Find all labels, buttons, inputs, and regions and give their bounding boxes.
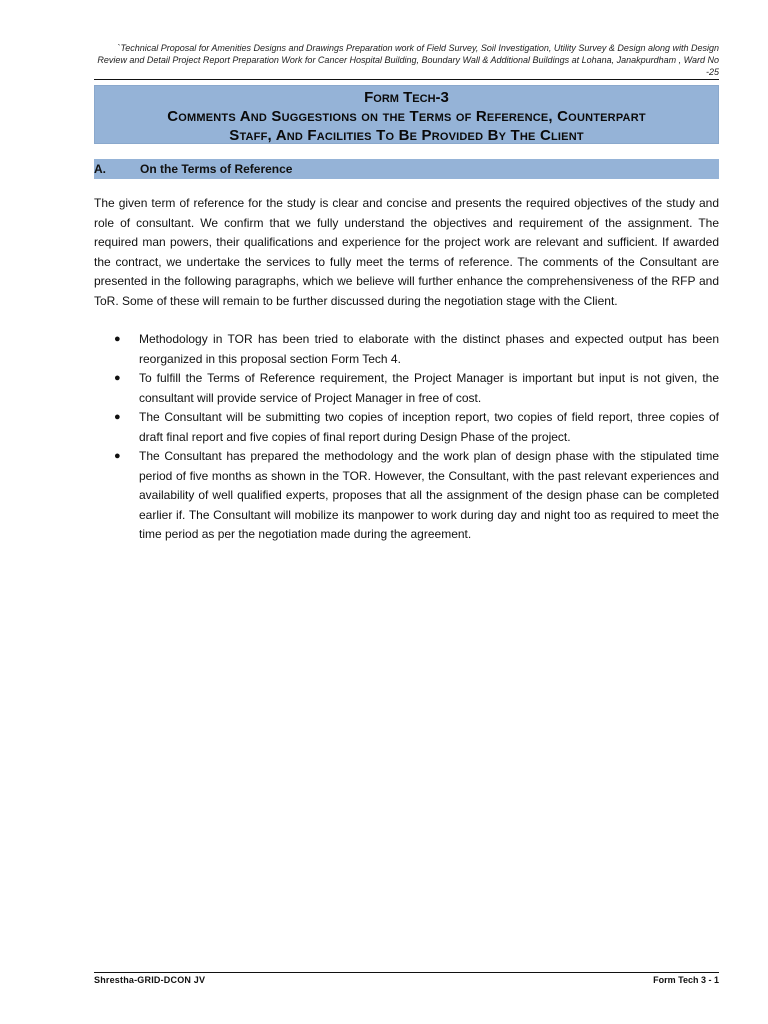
- title-box: [94, 85, 719, 144]
- form-subtitle-line-2: Staff, And Facilities To Be Provided By The Client: [229, 127, 584, 144]
- list-item: [94, 408, 719, 447]
- intro-paragraph: The given term of reference for the study is clear and concise and presents the required objectives of the study and role of consultant. We confirm that we fully understand the objectives and requirement of the assignment. The required man powers, their qualifications and experience for the project work are relevant and sufficient. If awarded the contract, we undertake the services to fully meet the terms of reference. The comments of the Consultant are presented in the following paragraphs, which we believe will further enhance the comprehensiveness of the RFP and ToR. Some of these will remain to be further discussed during the negotiation stage with the Client.: [94, 196, 719, 308]
- comment-list: [94, 330, 719, 545]
- bullet-icon: ●: [114, 372, 121, 384]
- section-number: A.: [94, 162, 106, 176]
- list-item: [94, 447, 719, 545]
- list-item-text: To fulfill the Terms of Reference requirement, the Project Manager is important but input is not given, the consultant will provide service of Project Manager in free of cost.: [139, 371, 719, 405]
- bullet-icon: ●: [114, 411, 121, 423]
- form-subtitle-line-1: Comments And Suggestions on the Terms of Reference, Counterpart: [167, 108, 646, 125]
- running-header: `Technical Proposal for Amenities Designs and Drawings Preparation work of Field Survey, Soil Investigation, Utility Survey & Design along with Design Review and Detail Project Report Preparation Work for Cancer Hospital Building, Boundary Wall & Additional Buildings at Lohana, Janakpurdham , Ward No -25: [97, 43, 719, 77]
- form-title: Form Tech-3: [364, 89, 449, 106]
- footer-company: Shrestha-GRID-DCON JV: [94, 975, 206, 985]
- footer-rule: [94, 972, 719, 973]
- section-heading: [94, 159, 719, 179]
- list-item: [94, 330, 719, 369]
- bullet-icon: ●: [114, 450, 121, 462]
- footer-page-number: Form Tech 3 - 1: [653, 975, 719, 985]
- section-title: On the Terms of Reference: [140, 162, 293, 176]
- bullet-icon: ●: [114, 333, 121, 345]
- header-rule: [94, 79, 719, 80]
- list-item-text: The Consultant will be submitting two copies of inception report, two copies of field report, three copies of draft final report and five copies of final report during Design Phase of the project.: [139, 410, 719, 444]
- list-item-text: Methodology in TOR has been tried to elaborate with the distinct phases and expected output has been reorganized in this proposal section Form Tech 4.: [139, 332, 719, 366]
- list-item: [94, 369, 719, 408]
- list-item-text: The Consultant has prepared the methodology and the work plan of design phase with the stipulated time period of five months as shown in the TOR. However, the Consultant, with the past relevant experiences and availability of well qualified experts, proposes that all the assignment of the design phase can be completed earlier if. The Consultant will mobilize its manpower to work during day and night too as required to meet the time period as per the negotiation made during the agreement.: [139, 449, 719, 541]
